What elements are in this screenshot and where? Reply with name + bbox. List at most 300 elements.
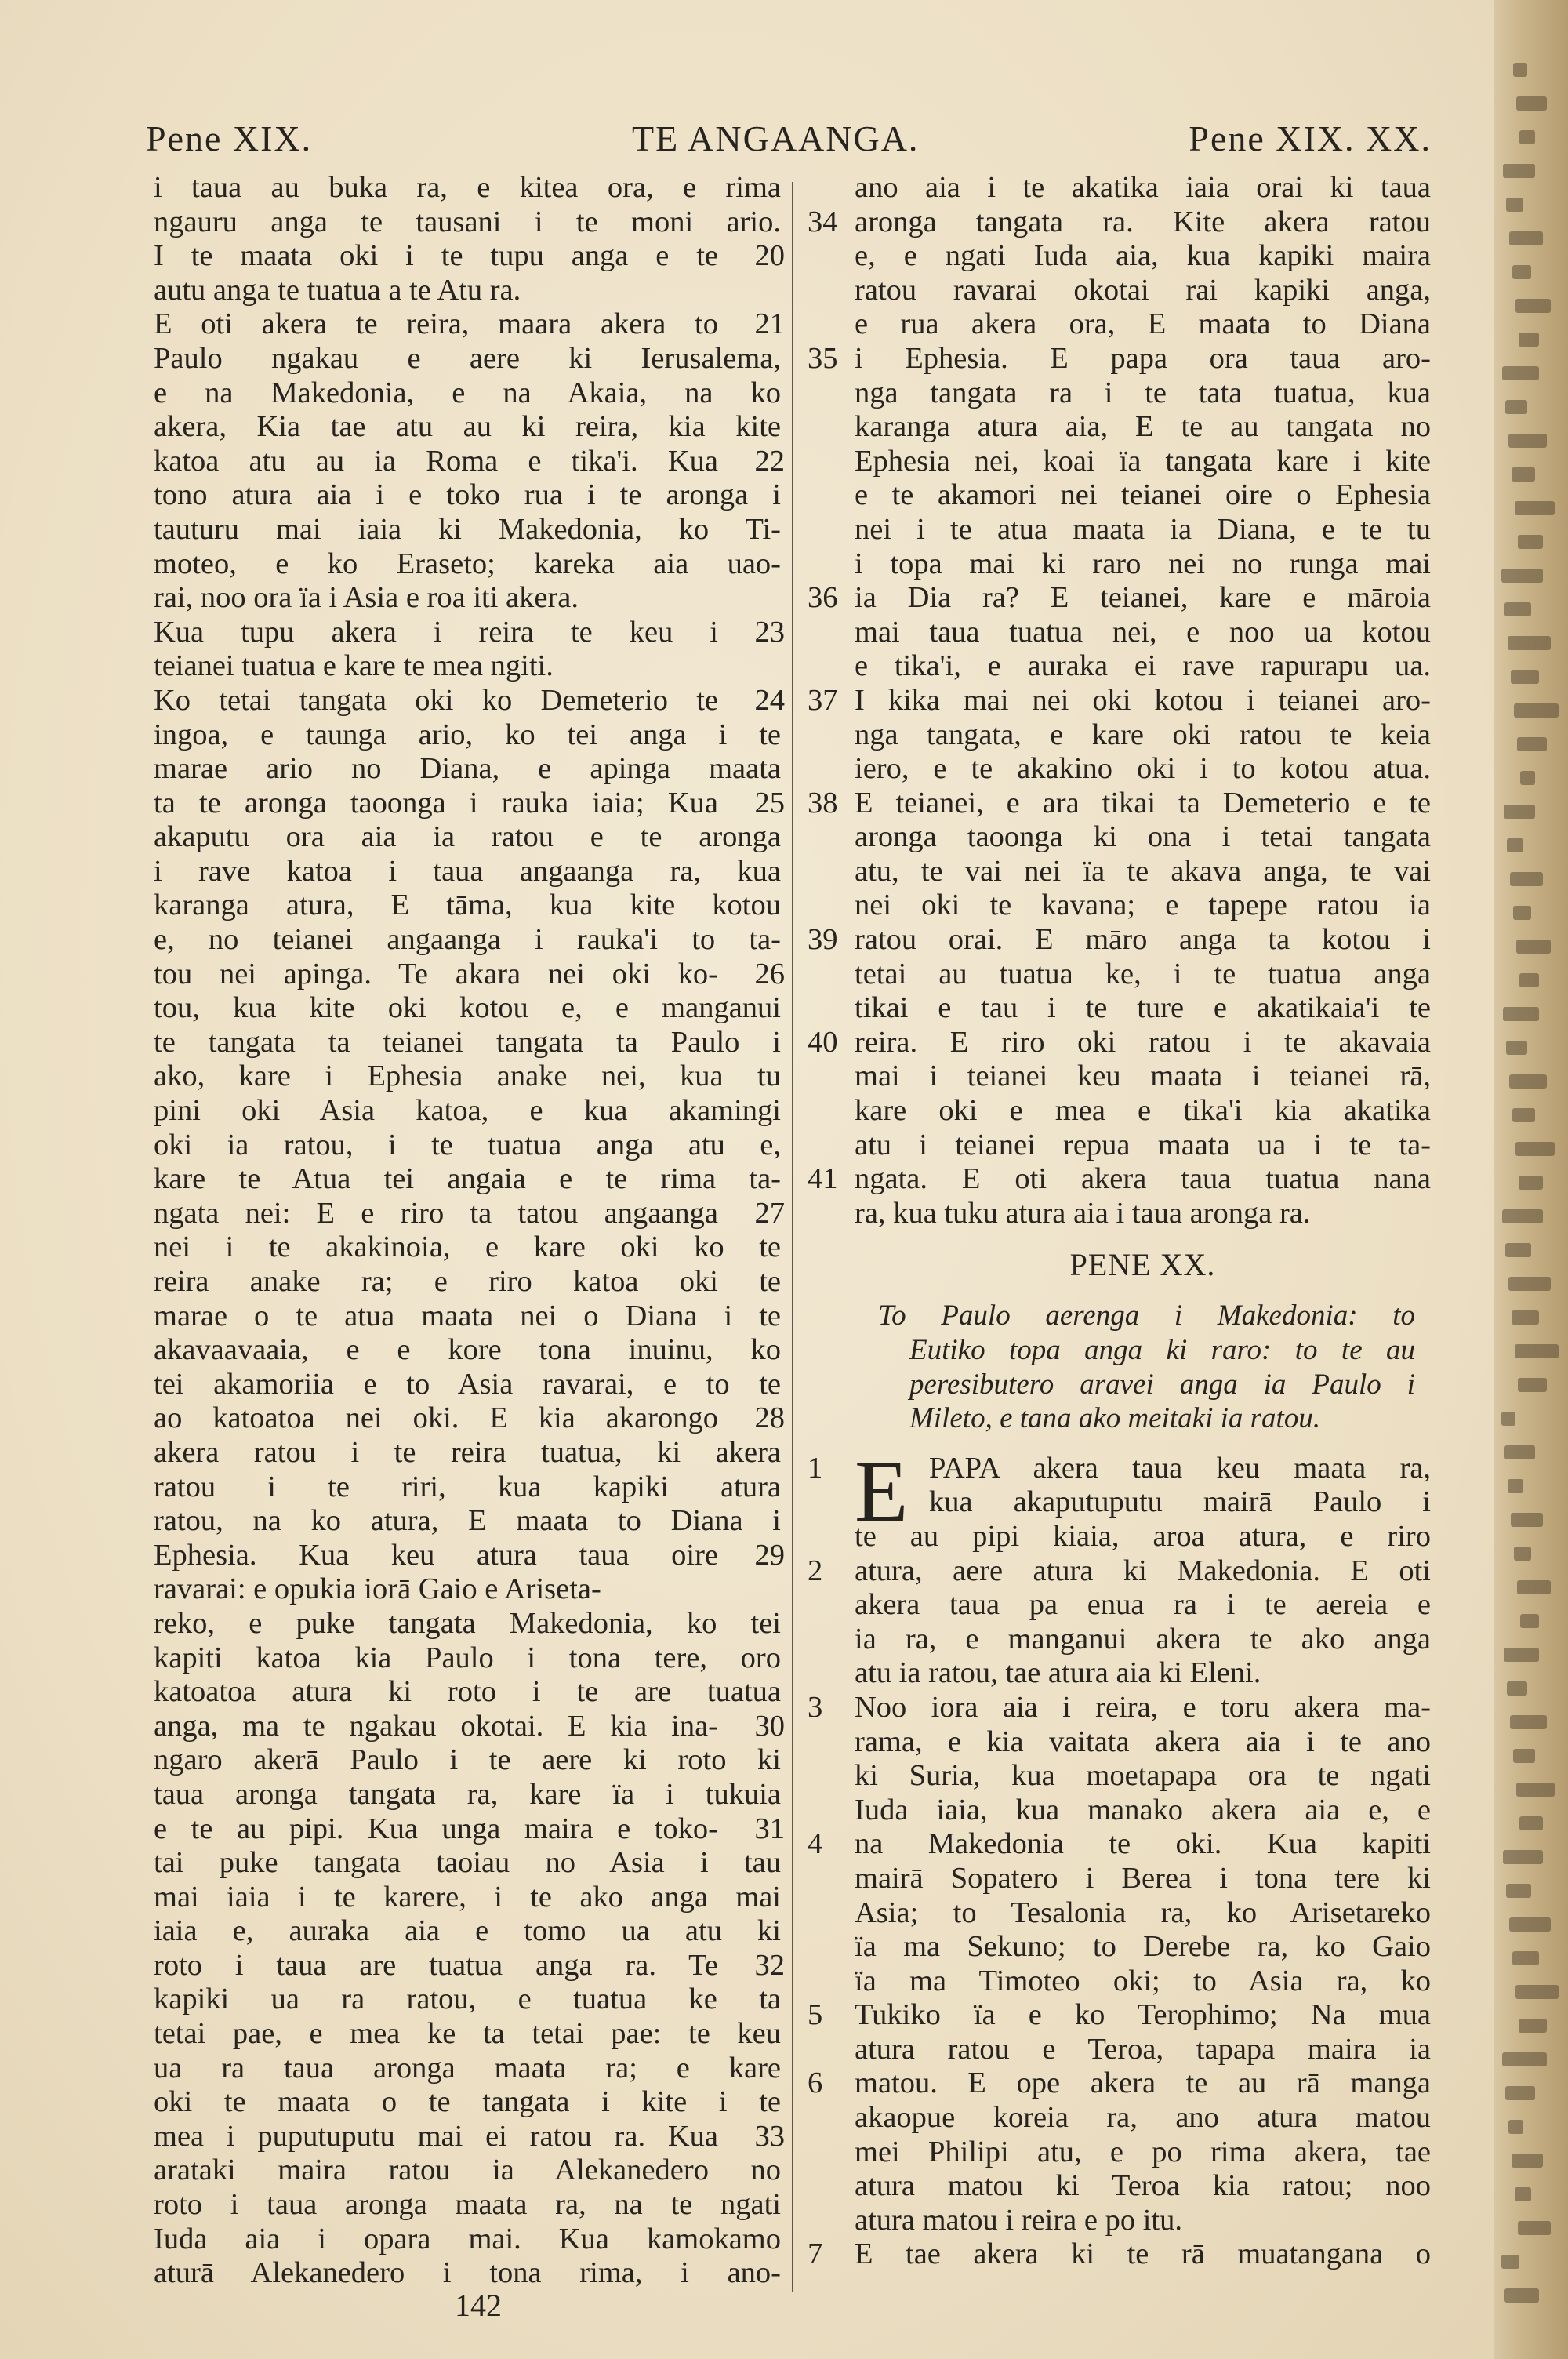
chapter-heading: PENE XX. — [1069, 1247, 1216, 1283]
verse-number: 37 — [808, 683, 838, 717]
edge-text-mark — [1509, 1074, 1547, 1089]
text-line-content: ua ra taua aronga maata ra; e kare — [154, 2051, 781, 2085]
text-line-content: mai taua tuatua nei, e noo ua kotou — [855, 615, 1431, 649]
edge-text-mark — [1503, 164, 1535, 178]
text-line — [154, 2223, 781, 2257]
text-line-content: akera taua pa enua ra i te aereia e — [855, 1588, 1431, 1622]
text-line — [154, 1368, 781, 1402]
edge-text-mark — [1520, 1614, 1539, 1628]
text-line-content: mai iaia i te karere, i te ako anga mai — [154, 1880, 781, 1914]
verse-number: 3 — [808, 1690, 823, 1724]
text-line — [154, 718, 781, 753]
text-line — [154, 855, 781, 889]
text-line-content: akaopue koreia ra, ano atura matou — [855, 2101, 1431, 2135]
edge-text-mark — [1511, 670, 1539, 684]
text-line-content: nei i te akakinoia, e kare oki ko te — [154, 1230, 781, 1264]
edge-text-mark — [1501, 1412, 1515, 1426]
verse-number: 31 — [754, 1812, 785, 1845]
running-header — [146, 118, 1432, 165]
text-line-content: e tika'i, e auraka ei rave rapurapu ua. — [855, 649, 1431, 683]
edge-text-mark — [1514, 1547, 1531, 1561]
text-line — [154, 615, 785, 650]
text-line-content: i rave katoa i taua angaanga ra, kua — [154, 854, 781, 888]
edge-text-mark — [1516, 940, 1551, 954]
text-line — [154, 1914, 781, 1949]
text-line — [154, 2154, 781, 2188]
text-line — [154, 1675, 781, 1710]
text-line — [154, 1881, 781, 1915]
edge-text-mark — [1518, 2221, 1551, 2235]
text-line — [154, 1129, 781, 1163]
text-line — [855, 1896, 1431, 1931]
edge-text-mark — [1516, 96, 1547, 111]
edge-text-mark — [1514, 703, 1559, 718]
text-line — [154, 649, 781, 684]
text-line-content: nei i te atua maata ia Diana, e te tu — [855, 512, 1431, 546]
text-line-content: iaia e, auraka aia e tomo ua atu ki — [154, 1914, 781, 1948]
text-line-content: moteo, e ko Eraseto; kareka aia uao- — [154, 547, 781, 580]
edge-text-mark — [1515, 1344, 1559, 1358]
text-line — [154, 1607, 781, 1641]
column-divider — [792, 182, 793, 2292]
text-line-content: ano aia i te akatika iaia orai ki taua — [855, 171, 1431, 204]
text-line — [154, 171, 781, 205]
text-line-content: Ko tetai tangata oki ko Demeterio te — [154, 683, 718, 717]
edge-text-mark — [1508, 2120, 1523, 2134]
text-line — [154, 1641, 781, 1676]
text-line — [154, 1470, 781, 1505]
text-line-content: ia ra, e manganui akera te ako anga — [855, 1622, 1431, 1656]
text-line-content: oki ia ratou, i te tuatua anga atu e, — [154, 1128, 781, 1161]
drop-cap: E — [855, 1442, 909, 1540]
text-line-content: e te akamori nei teianei oire o Ephesia — [855, 478, 1431, 512]
text-line-content: e te au pipi. Kua unga maira e toko- — [154, 1812, 718, 1845]
text-line-content: ratou ravarai okotai rai kapiki anga, — [855, 273, 1431, 307]
edge-text-mark — [1504, 2288, 1539, 2303]
text-line-content: pini oki Asia katoa, e kua akamingi — [154, 1094, 781, 1128]
text-line-content: Noo iora aia i reira, e toru akera ma- — [855, 1690, 1431, 1724]
text-line-content: atura ratou e Teroa, tapapa maira ia — [855, 2032, 1431, 2066]
edge-text-mark — [1519, 130, 1535, 144]
text-line-content: E teianei, e ara tikai ta Demeterio e te — [855, 786, 1431, 820]
text-line-content: atu, te vai nei ïa te akava anga, te vai — [855, 854, 1431, 888]
text-line-content: akaputu ora aia ia ratou e te aronga — [154, 820, 781, 854]
text-line-content: marae ario no Diana, e apinga maata — [154, 752, 781, 786]
text-line-content: te au pipi kiaia, aroa atura, e riro — [855, 1519, 1431, 1553]
text-line — [154, 957, 785, 992]
text-line-content: tei akamoriia e to Asia ravarai, e to te — [154, 1367, 781, 1401]
right-column-top-text — [808, 171, 1431, 1230]
text-line — [855, 649, 1431, 684]
edge-text-mark — [1505, 2086, 1535, 2100]
text-line-content: nga tangata ra i te tata tuatua, kua — [855, 376, 1431, 409]
text-line — [855, 2101, 1431, 2135]
text-line — [154, 1983, 781, 2017]
text-line-content: tetai pae, e mea ke ta tetai pae: te keu — [154, 2017, 781, 2051]
edge-text-mark — [1510, 1715, 1547, 1729]
text-line-content: karanga atura aia, E te au tangata no — [855, 410, 1431, 444]
summary-line — [878, 1368, 1415, 1402]
edge-text-mark — [1505, 400, 1527, 414]
text-line-content: Asia; to Tesalonia ra, ko Arisetareko — [855, 1896, 1431, 1929]
summary-line-content: Mileto, e tana ako meitaki ia ratou. — [909, 1402, 1321, 1435]
text-line-content: oki te maata o te tangata i kite i te — [154, 2085, 781, 2119]
text-line — [855, 307, 1431, 342]
edge-text-mark — [1511, 1513, 1543, 1527]
edge-text-mark — [1506, 1884, 1531, 1898]
text-line — [154, 1060, 781, 1094]
text-line-content: akavaavaaia, e e kore tona inuinu, ko — [154, 1333, 781, 1367]
text-line — [855, 1725, 1431, 1760]
text-line — [154, 2119, 785, 2154]
header-right: Pene XIX. XX. — [1189, 118, 1432, 158]
text-line — [855, 958, 1431, 992]
text-line — [154, 2085, 781, 2120]
edge-text-mark — [1513, 906, 1531, 920]
text-line-content: ngata. E oti akera taua tuatua nana — [855, 1162, 1431, 1196]
text-line — [808, 1025, 1431, 1060]
text-line-content: matou. E ope akera te au rā manga — [855, 2066, 1431, 2100]
chapter-summary — [855, 1299, 1431, 1435]
edge-text-mark — [1512, 265, 1531, 279]
text-line — [855, 547, 1431, 582]
text-line-content: atu ia ratou, tae atura aia ki Eleni. — [855, 1656, 1261, 1690]
text-line — [855, 1759, 1431, 1794]
edge-text-mark — [1515, 1985, 1559, 1999]
text-line-content: ngata nei: E e riro ta tatou angaanga — [154, 1196, 718, 1230]
edge-text-mark — [1520, 771, 1535, 785]
text-line-content: mea i puputuputu mai ei ratou ra. Kua — [154, 2119, 718, 2153]
verse-number: 27 — [754, 1196, 785, 1230]
text-line-content: ravarai: e opukia iorā Gaio e Ariseta- — [154, 1572, 601, 1606]
edge-text-mark — [1513, 63, 1527, 77]
text-line — [154, 1196, 785, 1231]
verse-number: 23 — [754, 615, 785, 649]
text-line — [154, 1778, 781, 1812]
text-line-content: kapiti katoa kia Paulo i tona tere, oro — [154, 1641, 781, 1674]
verse-number: 5 — [808, 1998, 823, 2032]
text-line-content: mai i teianei keu maata i teianei rā, — [855, 1060, 1431, 1093]
text-line — [154, 2256, 781, 2291]
text-line-content: tono atura aia i e toko rua i te aronga i — [154, 478, 781, 512]
text-line — [855, 1485, 1431, 1520]
text-line-content: taua aronga tangata ra, kare ïa i tukuia — [154, 1777, 781, 1811]
text-line — [154, 991, 781, 1026]
text-line-content: katoatoa atura ki roto i te are tuatua — [154, 1675, 781, 1709]
text-line-content: kare oki e mea e tika'i kia akatika — [855, 1094, 1431, 1128]
text-line — [154, 1299, 781, 1334]
summary-line — [878, 1401, 1415, 1436]
edge-text-mark — [1515, 1142, 1555, 1156]
text-line-content: I te maata oki i te tupu anga e te — [154, 239, 718, 273]
text-line-content: atu i teianei repua maata ua i te ta- — [855, 1128, 1431, 1161]
edge-text-mark — [1508, 636, 1551, 650]
edge-text-mark — [1509, 231, 1543, 245]
text-line — [154, 1846, 781, 1881]
verse-number: 20 — [754, 239, 785, 273]
edge-text-mark — [1506, 1041, 1527, 1055]
edge-text-mark — [1512, 467, 1535, 482]
text-line — [855, 1930, 1431, 1965]
text-line-content: nga tangata, e kare oki ratou te keia — [855, 718, 1431, 751]
text-line-content: ingoa, e taunga ario, ko tei anga i te — [154, 718, 781, 751]
text-line-content: iero, e te akakino oki i to kotou atua. — [855, 752, 1431, 786]
text-line-content: roto i taua aronga maata ra, na te ngati — [154, 2188, 781, 2222]
text-line — [808, 1827, 1431, 1862]
text-line — [855, 820, 1431, 855]
text-line-content: Ephesia nei, koai ïa tangata kare i kite — [855, 444, 1431, 478]
text-line — [154, 1026, 781, 1060]
text-line — [808, 1690, 1431, 1725]
edge-text-mark — [1507, 1681, 1527, 1696]
text-line-content: na Makedonia te oki. Kua kapiti — [855, 1827, 1431, 1861]
text-line — [855, 239, 1431, 274]
verse-number: 36 — [808, 581, 838, 615]
text-line-content: i topa mai ki raro nei no runga mai — [855, 547, 1431, 580]
text-line-content: te tangata ta teianei tangata ta Paulo i — [154, 1025, 781, 1059]
edge-text-mark — [1505, 1243, 1531, 1257]
text-line — [154, 307, 785, 342]
text-line-content: ratou, na ko atura, E maata to Diana i — [154, 1504, 781, 1538]
text-line — [154, 786, 785, 821]
text-line — [808, 1554, 1431, 1589]
edge-text-mark — [1517, 737, 1547, 751]
text-line — [808, 683, 1431, 718]
text-line-content: ïa ma Timoteo oki; to Asia ra, ko — [855, 1964, 1431, 1997]
right-column-bottom-text — [808, 1442, 1431, 2272]
text-line — [154, 1812, 785, 1847]
summary-line-content: Eutiko topa anga ki raro: to te au — [909, 1334, 1415, 1366]
text-line — [154, 2188, 781, 2223]
text-line-content: i taua au buka ra, e kitea ora, e rima — [154, 171, 781, 204]
text-line — [808, 2237, 1431, 2272]
verse-number: 2 — [808, 1554, 823, 1587]
text-line — [154, 752, 781, 787]
page-number: 142 — [455, 2288, 502, 2323]
text-line-content: kua akaputuputu mairā Paulo i — [929, 1485, 1431, 1519]
text-line — [808, 1162, 1431, 1197]
text-line — [855, 1588, 1431, 1623]
text-line-content: ta te aronga taoonga i rauka iaia; Kua — [154, 786, 718, 820]
text-line — [154, 410, 781, 445]
text-line — [154, 889, 781, 923]
edge-text-mark — [1518, 1378, 1547, 1392]
text-line — [855, 1623, 1431, 1657]
text-line — [154, 205, 781, 240]
edge-text-mark — [1515, 2187, 1531, 2201]
edge-text-mark — [1515, 501, 1555, 515]
text-line — [855, 1862, 1431, 1896]
text-line-content: E tae akera ki te rā muatangana o — [855, 2237, 1431, 2271]
edge-text-mark — [1512, 1108, 1535, 1122]
text-line — [808, 1451, 1431, 1486]
text-line-content: tetai au tuatua ke, i te tuatua anga — [855, 957, 1431, 990]
edge-text-mark — [1508, 1479, 1523, 1493]
edge-text-mark — [1512, 2154, 1543, 2168]
text-line — [808, 923, 1431, 958]
verse-number: 39 — [808, 923, 838, 957]
text-line — [855, 445, 1431, 479]
text-line — [855, 1094, 1431, 1129]
text-line — [808, 205, 1431, 240]
text-line-content: nei oki te kavana; e tapepe ratou ia — [855, 889, 1431, 922]
text-line — [154, 547, 781, 582]
verse-number: 24 — [754, 683, 785, 717]
text-line — [855, 2169, 1431, 2204]
summary-line — [878, 1333, 1415, 1368]
text-line-content: autu anga te tuatua a te Atu ra. — [154, 273, 521, 307]
text-line — [855, 376, 1431, 411]
text-line — [855, 1794, 1431, 1828]
verse-number: 6 — [808, 2066, 823, 2100]
text-line-content: atura matou i reira e po itu. — [855, 2203, 1182, 2237]
text-line — [154, 1265, 781, 1299]
verse-number: 30 — [754, 1709, 785, 1743]
text-line-content: mairā Sopatero i Berea i tona tere ki — [855, 1861, 1431, 1895]
text-line — [855, 616, 1431, 650]
text-line-content: e rua akera ora, E maata to Diana — [855, 307, 1431, 341]
edge-text-mark — [1504, 1648, 1539, 1662]
text-line-content: marae o te atua maata nei o Diana i te — [154, 1299, 781, 1332]
text-line-content: rai, noo ora ïa i Asia e roa iti akera. — [154, 581, 579, 615]
edge-text-mark — [1503, 1007, 1539, 1021]
edge-text-mark — [1516, 1783, 1555, 1797]
verse-number: 4 — [808, 1827, 823, 1861]
edge-text-mark — [1502, 2052, 1547, 2066]
verse-number: 32 — [754, 1948, 785, 1982]
text-line — [154, 1094, 781, 1129]
edge-text-mark — [1504, 805, 1535, 819]
edge-text-mark — [1519, 2019, 1547, 2033]
text-line — [855, 171, 1431, 205]
text-line-content: Iuda aia i opara mai. Kua kamokamo — [154, 2222, 781, 2255]
text-line-content: ngaro akerā Paulo i te aere ki roto ki — [154, 1743, 781, 1777]
text-line — [154, 2052, 781, 2086]
text-line-content: aronga tangata ra. Kite akera ratou — [855, 205, 1431, 238]
verse-number: 26 — [754, 957, 785, 990]
text-line — [808, 2066, 1431, 2101]
text-line-content: Iuda iaia, kua manako akera aia e, e — [855, 1793, 1431, 1826]
text-line-content: aturā Alekanedero i tona rima, i ano- — [154, 2256, 781, 2290]
header-left: Pene XIX. — [146, 118, 313, 158]
edge-text-mark — [1515, 299, 1551, 313]
edge-text-mark — [1510, 872, 1543, 886]
edge-text-mark — [1502, 366, 1539, 380]
text-line — [154, 1538, 785, 1573]
text-line-content: roto i taua are tuatua anga ra. Te — [154, 1948, 718, 1982]
text-line — [855, 1060, 1431, 1094]
text-line — [855, 1965, 1431, 1999]
text-line — [154, 274, 781, 308]
text-line — [855, 889, 1431, 923]
verse-number: 33 — [754, 2119, 785, 2153]
verse-number: 25 — [754, 786, 785, 820]
verse-number: 35 — [808, 341, 838, 375]
text-line-content: ia Dia ra? E teianei, kare e māroia — [855, 581, 1431, 615]
text-line-content: ïa ma Sekuno; to Derebe ra, ko Gaio — [855, 1930, 1431, 1964]
text-line-content: tou, kua kite oki kotou e, e manganui — [154, 991, 781, 1025]
left-column — [154, 171, 785, 2291]
text-line — [154, 581, 781, 616]
text-line — [154, 1230, 781, 1265]
text-line-content: e, no teianei angaanga i rauka'i to ta- — [154, 923, 781, 957]
text-line-content: reko, e puke tangata Makedonia, ko tei — [154, 1606, 781, 1640]
text-line — [154, 513, 781, 547]
text-line — [154, 2017, 781, 2052]
text-line — [855, 478, 1431, 513]
text-line — [154, 923, 781, 958]
edge-text-mark — [1504, 602, 1531, 616]
edge-text-mark — [1501, 569, 1543, 583]
edge-text-mark — [1518, 535, 1543, 549]
edge-text-mark — [1517, 1580, 1551, 1594]
text-line-content: ki Suria, kua moetapapa ora te ngati — [855, 1759, 1431, 1793]
text-line — [154, 1162, 781, 1197]
text-line-content: ratou i te riri, kua kapiki atura — [154, 1470, 781, 1503]
text-line-content: I kika mai nei oki kotou i teianei aro- — [855, 683, 1431, 717]
right-column — [808, 171, 1431, 2272]
text-line — [154, 1709, 785, 1744]
text-line-content: E oti akera te reira, maara akera to — [154, 307, 718, 341]
text-line — [154, 820, 781, 855]
text-line-content: ra, kua tuku atura aia i taua aronga ra. — [855, 1196, 1311, 1230]
text-line-content: ngauru anga te tausani i te moni ario. — [154, 205, 781, 238]
verse-number: 22 — [754, 444, 785, 478]
text-line-content: arataki maira ratou ia Alekanedero no — [154, 2154, 781, 2187]
text-line-content: ako, kare i Ephesia anake nei, kua tu — [154, 1060, 781, 1093]
verse-number: 38 — [808, 786, 838, 820]
edge-text-mark — [1519, 1816, 1543, 1830]
text-line-content: tauturu mai iaia ki Makedonia, ko Ti- — [154, 512, 781, 546]
text-line — [154, 1333, 781, 1368]
verse-number: 7 — [808, 2237, 823, 2271]
text-line-content: tai puke tangata taoiau no Asia i tau — [154, 1846, 781, 1880]
text-line-content: anga, ma te ngakau okotai. E kia ina- — [154, 1709, 718, 1743]
text-line — [855, 274, 1431, 308]
verse-number: 34 — [808, 205, 838, 238]
text-line — [855, 2135, 1431, 2170]
edge-text-mark — [1507, 838, 1523, 852]
text-line — [154, 1401, 785, 1436]
text-line-content: reira. E riro oki ratou i te akavaia — [855, 1025, 1431, 1059]
text-line — [154, 1743, 781, 1778]
edge-text-mark — [1512, 1310, 1539, 1325]
text-line — [855, 1129, 1431, 1163]
edge-text-mark — [1501, 2255, 1519, 2269]
text-line — [855, 1656, 1431, 1691]
text-line — [855, 1520, 1431, 1554]
text-line-content: ao katoatoa nei oki. E kia akarongo — [154, 1401, 718, 1435]
text-line — [154, 444, 785, 479]
text-line-content: atura matou ki Teroa kia ratou; noo — [855, 2169, 1431, 2203]
text-line — [855, 513, 1431, 547]
edge-text-mark — [1519, 973, 1539, 987]
text-line — [154, 1504, 781, 1539]
text-line — [855, 1197, 1431, 1231]
edge-text-mark — [1506, 198, 1523, 212]
book-page-edge — [1494, 0, 1568, 2359]
text-line-content: i Ephesia. E papa ora taua aro- — [855, 341, 1431, 375]
text-line-content: Kua tupu akera i reira te keu i — [154, 615, 718, 649]
text-line — [808, 341, 1431, 376]
text-line — [855, 2033, 1431, 2067]
edge-text-mark — [1502, 1209, 1543, 1223]
text-line-content: katoa atu au ia Roma e tika'i. Kua — [154, 444, 718, 478]
text-line — [154, 239, 785, 274]
summary-line-content: peresibutero aravei anga ia Paulo i — [909, 1368, 1415, 1401]
edge-text-mark — [1503, 1850, 1543, 1864]
verse-number: 1 — [808, 1451, 823, 1485]
